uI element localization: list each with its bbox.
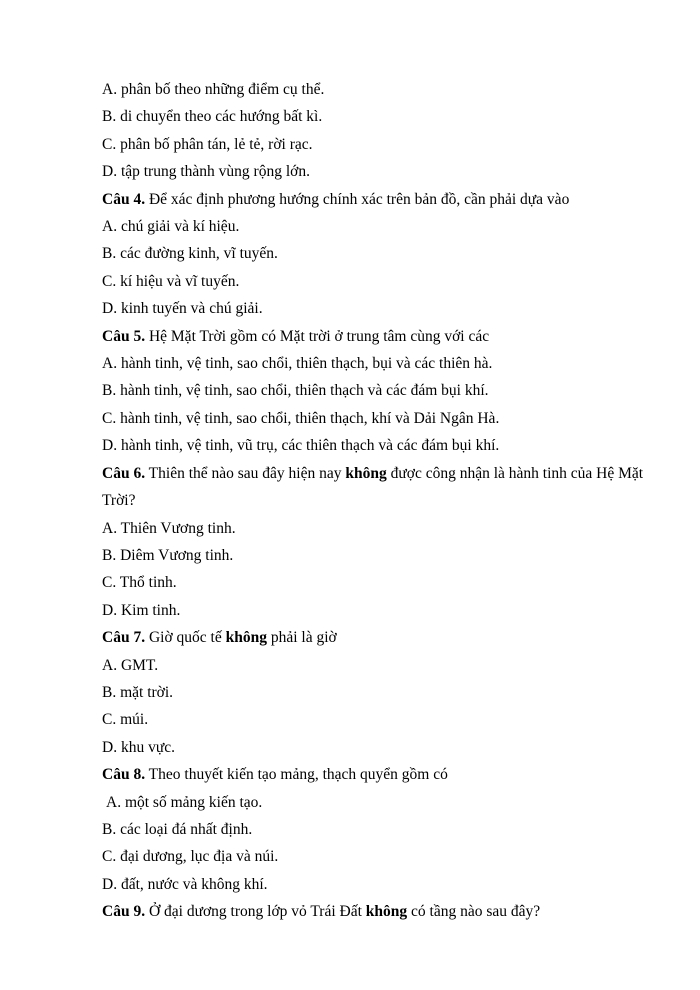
question-emphasis: không <box>225 629 267 647</box>
option-line: C. phân bố phân tán, lẻ tẻ, rời rạc. <box>102 135 313 153</box>
question-stem <box>102 323 662 350</box>
question-emphasis: không <box>365 903 408 921</box>
option-line: A. một số mảng kiến tạo. <box>106 793 263 811</box>
question-stem <box>102 761 662 788</box>
option-line: B. các loại đá nhất định. <box>102 820 253 838</box>
option-line: D. tập trung thành vùng rộng lớn. <box>102 163 310 181</box>
option-line: B. hành tinh, vệ tinh, sao chổi, thiên thạch và các đám bụi khí. <box>102 382 489 400</box>
option-line: B. Diêm Vương tinh. <box>102 546 234 564</box>
option-line: A. hành tinh, vệ tinh, sao chổi, thiên thạch, bụi và các thiên hà. <box>102 355 493 373</box>
question-stem <box>102 624 662 651</box>
question-text-end: có tầng nào sau đây? <box>407 903 541 921</box>
question-text: Hệ Mặt Trời gồm có Mặt trời ở trung tâm cùng với các <box>145 327 490 345</box>
question-text: Theo thuyết kiến tạo mảng, thạch quyển gồm có <box>145 766 448 784</box>
question-text: Để xác định phương hướng chính xác trên bản đồ, cần phải dựa vào <box>145 190 570 208</box>
option-line: C. Thổ tinh. <box>102 574 177 592</box>
question-text: Giờ quốc tế <box>145 629 226 647</box>
option-line: C. múi. <box>102 711 149 729</box>
option-line: D. kinh tuyến và chú giải. <box>102 300 263 318</box>
question-label: Câu 6. <box>102 464 146 482</box>
question-label: Câu 5. <box>102 327 146 345</box>
option-line: A. GMT. <box>102 656 159 674</box>
question-label: Câu 4. <box>102 190 146 208</box>
question-text: Thiên thể nào sau đây hiện nay <box>145 464 346 482</box>
option-line: A. chú giải và kí hiệu. <box>102 218 240 236</box>
option-line: D. đất, nước và không khí. <box>102 875 268 893</box>
option-line: D. khu vực. <box>102 738 175 756</box>
option-line: B. các đường kinh, vĩ tuyến. <box>102 245 278 263</box>
question-label: Câu 7. <box>102 629 146 647</box>
option-line: D. hành tinh, vệ tinh, vũ trụ, các thiên thạch và các đám bụi khí. <box>102 437 500 455</box>
option-line: B. mặt trời. <box>102 683 174 701</box>
question-stem <box>102 898 662 925</box>
option-line: A. Thiên Vương tinh. <box>102 519 236 537</box>
option-line: C. kí hiệu và vĩ tuyến. <box>102 272 240 290</box>
question-list <box>102 76 662 926</box>
option-line: D. Kim tinh. <box>102 601 181 619</box>
option-line: C. đại dương, lục địa và núi. <box>102 848 279 866</box>
option-line: B. di chuyển theo các hướng bất kì. <box>102 108 323 126</box>
question-label: Câu 8. <box>102 766 146 784</box>
question-text-end: được công nhận là hành tinh của Hệ Mặt Trời? <box>102 464 644 510</box>
option-line: C. hành tinh, vệ tinh, sao chổi, thiên thạch, khí và Dải Ngân Hà. <box>102 409 500 427</box>
question-text-end: phải là giờ <box>266 629 337 647</box>
question-text: Ở đại dương trong lớp vỏ Trái Đất <box>145 903 366 921</box>
question-stem <box>102 460 662 515</box>
question-emphasis: không <box>345 464 387 482</box>
question-stem <box>102 186 662 213</box>
question-label: Câu 9. <box>102 903 146 921</box>
option-line: A. phân bố theo những điểm cụ thể. <box>102 81 325 98</box>
